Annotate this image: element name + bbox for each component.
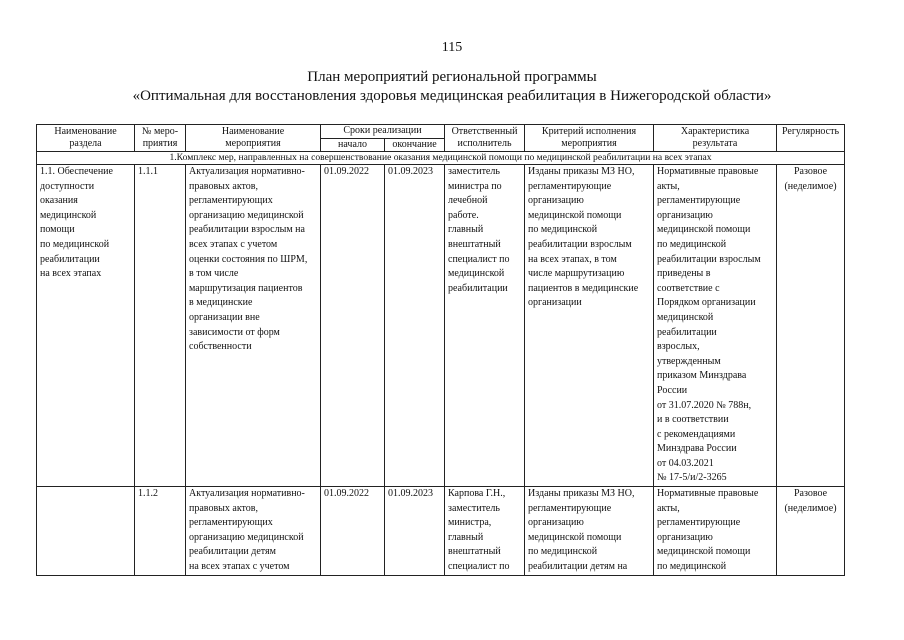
cell-line: по медицинской [528, 546, 598, 558]
cell-line: доступности [40, 180, 95, 192]
cell-line: регламентирующих [189, 517, 273, 529]
cell-line: в медицинские [189, 297, 253, 309]
title-line-1: План мероприятий региональной программы [307, 69, 597, 85]
cell-line: на всех этапах, в том [528, 253, 617, 265]
cell-line: медицинской помощи [528, 531, 622, 543]
cell-line: организацию [528, 195, 584, 207]
cell-line: Ответственный [451, 125, 518, 137]
row-2-criterion [525, 487, 654, 576]
cell-line: реабилитации детям на [528, 561, 628, 573]
cell-line: организацию медицинской [189, 209, 304, 221]
cell-line: организацию медицинской [189, 531, 304, 543]
cell-line: приведены в [657, 268, 711, 280]
cell-line: Разовое [793, 488, 828, 500]
cell-line: раздела [69, 138, 102, 149]
cell-line: министра по [448, 180, 502, 192]
cell-line: медицинской [40, 209, 97, 221]
page-number: 115 [441, 40, 463, 55]
row-2-start: 01.09.2022 [321, 487, 385, 576]
cell-line: регламентирующие [528, 502, 612, 514]
cell-line: 1.1. Обеспечение [40, 166, 113, 177]
cell-line: от 04.03.2021 [657, 457, 714, 469]
cell-line: собственности [189, 341, 252, 353]
cell-line: главный [448, 531, 484, 543]
cell-line: медицинской [448, 268, 505, 280]
cell-line: медицинской помощи [528, 209, 622, 221]
cell-line: министра, [448, 517, 492, 529]
cell-line: организацию [657, 531, 713, 543]
cell-line: правовых актов, [189, 502, 259, 514]
cell-line: Разовое [793, 166, 828, 177]
header-timeline: Сроки реализации [321, 125, 445, 139]
header-measure-name [186, 125, 321, 152]
cell-line: и в соответствии [657, 414, 729, 426]
row-1-start: 01.09.2022 [321, 165, 385, 487]
cell-line: регламентирующие [657, 517, 741, 529]
section-heading: 1.Комплекс мер, направленных на совершенствование оказания медицинской помощи по медицинской реабилитации на всех этапах [37, 152, 845, 165]
row-1-criterion [525, 165, 654, 487]
row-2-measure-name [186, 487, 321, 576]
cell-line: главный [448, 224, 484, 236]
cell-line: Наименование [221, 125, 285, 137]
cell-line: соответствие с [657, 282, 720, 294]
header-executor [445, 125, 525, 152]
cell-line: заместитель [448, 502, 500, 514]
cell-line: акты, [657, 502, 680, 514]
cell-line: на всех этапах [40, 268, 102, 280]
cell-line: Характеристика [680, 125, 750, 137]
cell-line: пациентов в медицинские [528, 282, 639, 294]
row-2-regularity [777, 487, 845, 576]
cell-line: приятия [142, 138, 178, 149]
document-title [0, 68, 904, 106]
cell-line: реабилитации взрослым [528, 238, 632, 250]
cell-line: организации вне [189, 311, 260, 323]
cell-line: по медицинской [657, 238, 727, 250]
cell-line: на всех этапах с учетом [189, 561, 290, 573]
header-start: начало [321, 138, 385, 152]
header-result [654, 125, 777, 152]
cell-line: Изданы приказы МЗ НО, [528, 488, 635, 500]
cell-line: регламентирующих [189, 195, 273, 207]
plan-table [36, 124, 845, 576]
cell-line: № 17-5/и/2-3265 [657, 472, 727, 484]
row-1-section-name [37, 165, 135, 487]
row-1-number: 1.1.1 [135, 165, 186, 487]
cell-line: работе. [448, 209, 479, 221]
cell-line: организацию [657, 209, 713, 221]
cell-line: реабилитации [40, 253, 100, 265]
cell-line: правовых актов, [189, 180, 259, 192]
row-1-executor [445, 165, 525, 487]
cell-line: (неделимое) [784, 180, 837, 192]
cell-line: Критерий исполнения [541, 125, 637, 137]
cell-line: Наименование [54, 125, 117, 137]
cell-line: Изданы приказы МЗ НО, [528, 166, 635, 177]
cell-line: исполнитель [457, 138, 512, 149]
cell-line: России [657, 384, 688, 396]
cell-line: Карпова Г.Н., [448, 488, 506, 500]
cell-line: реабилитации [448, 282, 508, 294]
cell-line: в том числе [189, 268, 239, 280]
cell-line: реабилитации взрослым на [189, 224, 305, 236]
cell-line: Нормативные правовые [657, 166, 759, 177]
cell-line: внештатный [448, 546, 501, 558]
cell-line: мероприятия [561, 138, 617, 149]
cell-line: регламентирующие [657, 195, 741, 207]
cell-line: числе маршрутизацию [528, 268, 625, 280]
header-number [135, 125, 186, 152]
cell-line: регламентирующие [528, 180, 612, 192]
title-line-2: «Оптимальная для восстановления здоровья медицинская реабилитация в Нижегородской области» [132, 88, 772, 104]
row-2-section-name [37, 487, 135, 576]
row-2-number: 1.1.2 [135, 487, 186, 576]
cell-line: результата [692, 138, 738, 149]
cell-line: медицинской помощи [657, 224, 751, 236]
cell-line: лечебной [448, 195, 488, 207]
cell-line: зависимости от форм [189, 326, 280, 338]
cell-line: реабилитации детям [189, 546, 276, 558]
cell-line: Минздрава России [657, 443, 737, 455]
cell-line: (неделимое) [784, 502, 837, 514]
cell-line: утвержденным [657, 355, 721, 367]
header-end: окончание [385, 138, 445, 152]
cell-line: Актуализация нормативно- [189, 488, 305, 500]
cell-line: организацию [528, 517, 584, 529]
cell-line: взрослых, [657, 341, 700, 353]
cell-line: приказом Минздрава [657, 370, 747, 382]
cell-line: медицинской помощи [657, 546, 751, 558]
cell-line: по медицинской [40, 238, 110, 250]
cell-line: от 31.07.2020 № 788н, [657, 399, 752, 411]
row-1-result [654, 165, 777, 487]
row-1-measure-name [186, 165, 321, 487]
cell-line: № меро- [141, 125, 179, 137]
cell-line: по медицинской [528, 224, 598, 236]
cell-line: оказания [40, 195, 78, 207]
cell-line: реабилитации [657, 326, 717, 338]
row-2-executor [445, 487, 525, 576]
row-1-regularity [777, 165, 845, 487]
cell-line: всех этапах с учетом [189, 238, 278, 250]
cell-line: организации [528, 297, 582, 309]
cell-line: акты, [657, 180, 680, 192]
cell-line: специалист по [448, 253, 510, 265]
cell-line: специалист по [448, 561, 510, 573]
cell-line: реабилитации взрослым [657, 253, 761, 265]
cell-line: внештатный [448, 238, 501, 250]
cell-line: Актуализация нормативно- [189, 166, 305, 177]
header-section-name [37, 125, 135, 152]
cell-line: мероприятия [225, 138, 281, 149]
cell-line: медицинской [657, 311, 714, 323]
cell-line: оценки состояния по ШРМ, [189, 253, 308, 265]
row-2-result [654, 487, 777, 576]
cell-line: по медицинской [657, 561, 727, 573]
row-2-end: 01.09.2023 [385, 487, 445, 576]
cell-line: маршрутизация пациентов [189, 282, 303, 294]
cell-line: Порядком организации [657, 297, 756, 309]
cell-line: Нормативные правовые [657, 488, 759, 500]
row-1-end: 01.09.2023 [385, 165, 445, 487]
cell-line: помощи [40, 224, 75, 236]
header-regularity: Регулярность [777, 125, 845, 152]
cell-line: заместитель [448, 166, 500, 177]
cell-line: с рекомендациями [657, 428, 736, 440]
header-criterion [525, 125, 654, 152]
